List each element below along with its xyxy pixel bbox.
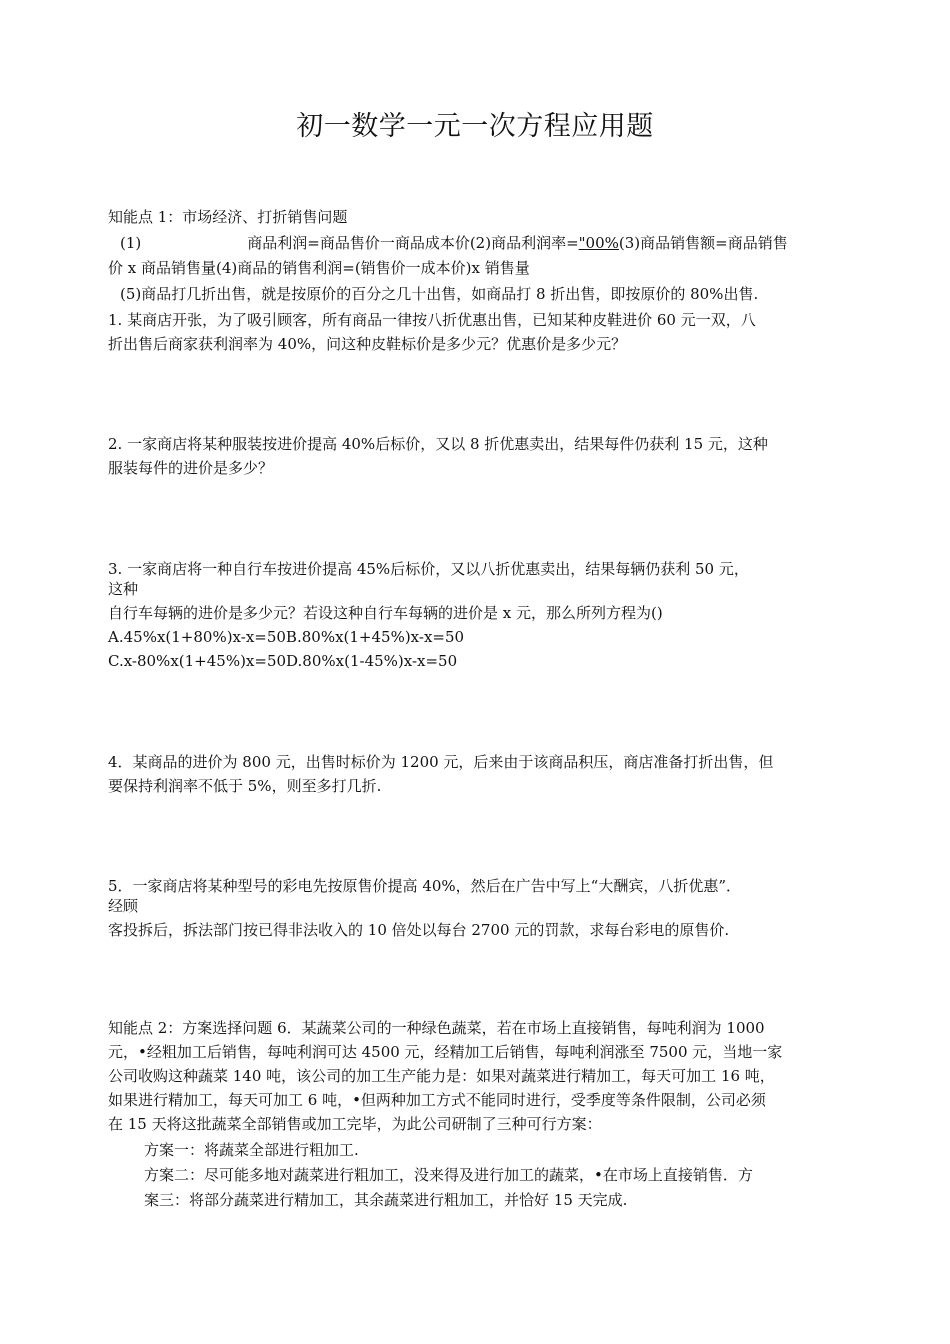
section-1-heading: 知能点 1：市场经济、打折销售问题 — [108, 208, 348, 226]
section-2-line-2: 元，•经粗加工后销售，每吨利润可达 4500 元，经精加工后销售，每吨利润涨至 7500 元，当地一家 — [108, 1043, 783, 1061]
formula-underlined: "00% — [578, 234, 619, 252]
section-2-line-3: 公司收购这种蔬菜 140 吨，该公司的加工生产能力是：如果对蔬菜进行精加工，每天可加工 16 吨， — [108, 1067, 775, 1085]
question-4-line-2: 要保持利润率不低于 5%，则至多打几折. — [108, 777, 382, 795]
section-2-line-5: 在 15 天将这批蔬菜全部销售或加工完毕，为此公司研制了三种可行方案： — [108, 1115, 602, 1133]
question-2-line-1: 2. 一家商店将某种服装按进价提高 40%后标价，又以 8 折优惠卖出，结果每件仍获利 15 元，这种 — [108, 435, 768, 453]
formula-text-b: (3)商品销售额=商品销售 — [618, 234, 788, 252]
formula-line-1 — [120, 233, 855, 253]
question-3-line-1: 3. 一家商店将一种自行车按进价提高 45%后标价，又以八折优惠卖出，结果每辆仍获利 50 元， — [108, 560, 749, 578]
plan-2: 方案二：尽可能多地对蔬菜进行粗加工，没来得及进行加工的蔬菜，•在市场上直接销售．方 — [144, 1166, 753, 1184]
page-title: 初一数学一元一次方程应用题 — [296, 111, 654, 142]
formula-line-2: 价 x 商品销售量(4)商品的销售利润=(销售价一成本价)x 销售量 — [108, 259, 530, 277]
formula-number: (1) — [120, 234, 142, 252]
plan-3: 案三：将部分蔬菜进行精加工，其余蔬菜进行粗加工，并恰好 15 天完成. — [144, 1191, 628, 1209]
question-3-options-cd: C.x-80%x(1+45%)x=50D.80%x(1-45%)x-x=50 — [108, 652, 458, 670]
section-2-line-4: 如果进行精加工，每天可加工 6 吨，•但两种加工方式不能同时进行，受季度等条件限制，公司必须 — [108, 1091, 766, 1109]
question-3-options-ab: A.45%x(1+80%)x-x=50B.80%x(1+45%)x-x=50 — [108, 628, 465, 646]
question-2-line-2: 服装每件的进价是多少？ — [108, 459, 274, 477]
formula-text-a: 商品利润=商品售价一商品成本价(2)商品利润率= — [247, 234, 579, 252]
section-2-line-1: 知能点 2：方案选择问题 6．某蔬菜公司的一种绿色蔬菜，若在市场上直接销售，每吨利润为 1000 — [108, 1019, 765, 1037]
question-3-line-2: 这种 — [108, 580, 139, 598]
question-4-line-1: 4．某商品的进价为 800 元，出售时标价为 1200 元，后来由于该商品积压，商店准备打折出售，但 — [108, 753, 774, 771]
question-3-line-3: 自行车每辆的进价是多少元？若设这种自行车每辆的进价是 x 元，那么所列方程为() — [108, 604, 663, 622]
question-1-line-1: 1. 某商店开张，为了吸引顾客，所有商品一律按八折优惠出售，已知某种皮鞋进价 60 元一双，八 — [108, 311, 756, 329]
question-1-line-2: 折出售后商家获利润率为 40%，问这种皮鞋标价是多少元？优惠价是多少元？ — [108, 335, 627, 353]
question-5-line-3: 客投拆后，拆法部门按已得非法收入的 10 倍处以每台 2700 元的罚款，求每台彩电的原售价. — [108, 921, 730, 939]
question-5-line-1: 5．一家商店将某种型号的彩电先按原售价提高 40%，然后在广告中写上“大酬宾，八折优惠”． — [108, 877, 741, 895]
formula-line-3: (5)商品打几折出售，就是按原价的百分之几十出售，如商品打 8 折出售，即按原价的 80%出售. — [120, 285, 759, 303]
question-5-line-2: 经顾 — [108, 897, 139, 915]
plan-1: 方案一：将蔬菜全部进行粗加工. — [144, 1141, 359, 1159]
